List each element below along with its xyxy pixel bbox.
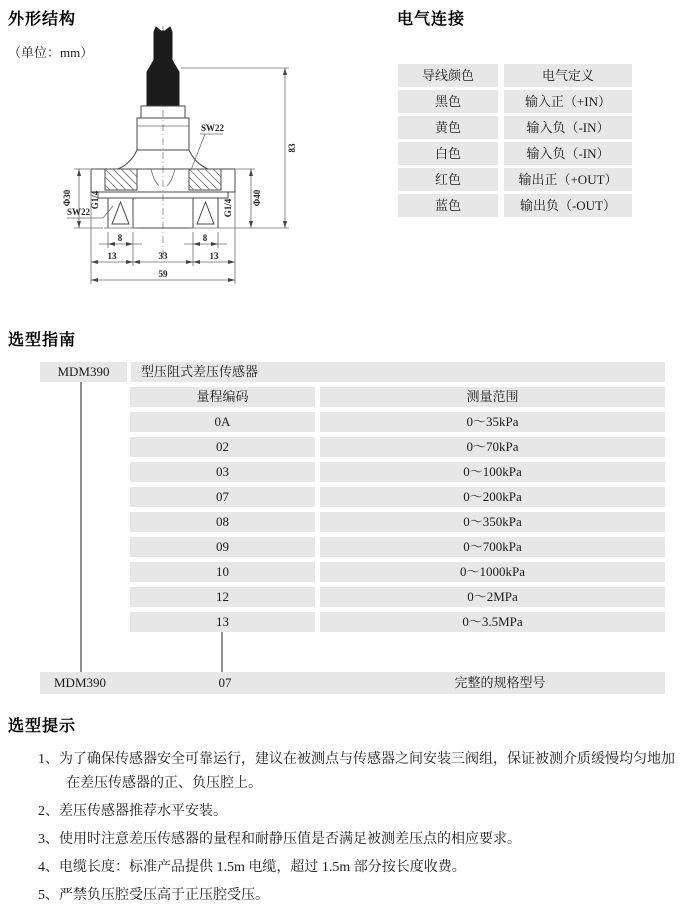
table-row bbox=[130, 512, 665, 532]
electrical-header-row bbox=[398, 64, 632, 87]
final-code: 07 bbox=[218, 675, 232, 690]
dim-13-right: 13 bbox=[209, 251, 219, 261]
range-code: 12 bbox=[130, 587, 315, 607]
dim-8-left: 8 bbox=[117, 233, 123, 243]
dim-phi40: Φ40 bbox=[252, 189, 262, 207]
wire-definition: 输出负（-OUT） bbox=[504, 194, 632, 217]
range-value: 0～200kPa bbox=[320, 487, 665, 507]
range-value: 0～100kPa bbox=[320, 462, 665, 482]
range-code: 02 bbox=[130, 437, 315, 457]
model-code: MDM390 bbox=[40, 362, 127, 382]
outline-section-title: 外形结构 bbox=[8, 11, 77, 28]
dim-13-left: 13 bbox=[107, 251, 117, 261]
wire-color: 红色 bbox=[398, 168, 498, 191]
model-description: 型压阻式差压传感器 bbox=[131, 362, 665, 382]
table-row bbox=[130, 412, 665, 432]
tip-item: 4、电缆长度：标准产品提供 1.5m 电缆，超过 1.5m 部分按长度收费。 bbox=[38, 860, 466, 875]
col-header-range: 测量范围 bbox=[320, 387, 665, 407]
col-header-definition: 电气定义 bbox=[504, 64, 632, 87]
range-code: 09 bbox=[130, 537, 315, 557]
tip-item: 2、差压传感器推荐水平安装。 bbox=[38, 804, 227, 819]
dimension-labels bbox=[62, 123, 297, 279]
wire-definition: 输入负（-IN） bbox=[504, 116, 632, 139]
tip-item: 3、使用时注意差压传感器的量程和耐静压值是否满足被测差压点的相应要求。 bbox=[38, 832, 521, 847]
table-row bbox=[130, 612, 665, 632]
tip-item: 1、为了确保传感器安全可靠运行，建议在被测点与传感器之间安装三阀组，保证被测介质缓慢均匀地加在差压传感器的正、负压腔上。 bbox=[38, 752, 675, 791]
selection-section-title: 选型指南 bbox=[8, 332, 77, 349]
tips-list bbox=[38, 748, 688, 911]
col-header-range-code: 量程编码 bbox=[130, 387, 315, 407]
range-value: 0～350kPa bbox=[320, 512, 665, 532]
table-row bbox=[398, 194, 632, 217]
model-connector-line bbox=[80, 382, 82, 672]
code-connector-line bbox=[221, 632, 223, 672]
dim-height-83: 83 bbox=[287, 143, 297, 153]
selection-table bbox=[40, 362, 665, 632]
wire-color: 白色 bbox=[398, 142, 498, 165]
range-code: 07 bbox=[130, 487, 315, 507]
dim-g14-right: G1/4 bbox=[223, 198, 233, 218]
dim-sw22-bottom: SW22 bbox=[67, 207, 91, 217]
dim-phi30: Φ30 bbox=[62, 189, 72, 207]
wire-definition: 输入负（-IN） bbox=[504, 142, 632, 165]
range-code: 13 bbox=[130, 612, 315, 632]
electrical-table bbox=[398, 64, 632, 220]
range-value: 0～2MPa bbox=[320, 587, 665, 607]
electrical-section-title: 电气连接 bbox=[397, 11, 466, 28]
table-row bbox=[130, 587, 665, 607]
range-code: 08 bbox=[130, 512, 315, 532]
range-code: 03 bbox=[130, 462, 315, 482]
col-header-wire-color: 导线颜色 bbox=[398, 64, 498, 87]
range-code: 0A bbox=[130, 412, 315, 432]
range-value: 0～1000kPa bbox=[320, 562, 665, 582]
sensor-outline-drawing bbox=[55, 20, 315, 312]
full-model-row bbox=[40, 672, 665, 694]
final-label: 完整的规格型号 bbox=[454, 675, 546, 690]
wire-definition: 输出正（+OUT） bbox=[504, 168, 632, 191]
range-code: 10 bbox=[130, 562, 315, 582]
tip-item: 5、严禁负压腔受压高于正压腔受压。 bbox=[38, 888, 269, 903]
wire-color: 蓝色 bbox=[398, 194, 498, 217]
table-row bbox=[130, 562, 665, 582]
dim-g14-left: G1/4 bbox=[90, 190, 100, 210]
table-row bbox=[130, 437, 665, 457]
unit-note: （单位：mm） bbox=[8, 45, 94, 60]
port-right bbox=[197, 202, 214, 224]
table-row bbox=[130, 537, 665, 557]
table-row bbox=[398, 90, 632, 113]
wire-color: 黑色 bbox=[398, 90, 498, 113]
dim-33: 33 bbox=[158, 251, 168, 261]
range-value: 0～35kPa bbox=[320, 412, 665, 432]
wire-color: 黄色 bbox=[398, 116, 498, 139]
table-row bbox=[130, 462, 665, 482]
tips-section-title: 选型提示 bbox=[8, 718, 77, 735]
table-row bbox=[398, 142, 632, 165]
cable-gland bbox=[147, 27, 179, 106]
dim-8-right: 8 bbox=[202, 233, 208, 243]
table-row bbox=[398, 116, 632, 139]
range-value: 0～700kPa bbox=[320, 537, 665, 557]
final-model: MDM390 bbox=[54, 675, 107, 690]
table-row bbox=[398, 168, 632, 191]
model-row bbox=[40, 362, 665, 382]
dim-59: 59 bbox=[158, 269, 168, 279]
port-left bbox=[112, 202, 129, 224]
range-header-row bbox=[130, 387, 665, 407]
range-value: 0～3.5MPa bbox=[320, 612, 665, 632]
range-value: 0～70kPa bbox=[320, 437, 665, 457]
wire-definition: 输入正（+IN） bbox=[504, 90, 632, 113]
table-row bbox=[130, 487, 665, 507]
dim-sw22-top: SW22 bbox=[201, 123, 225, 133]
